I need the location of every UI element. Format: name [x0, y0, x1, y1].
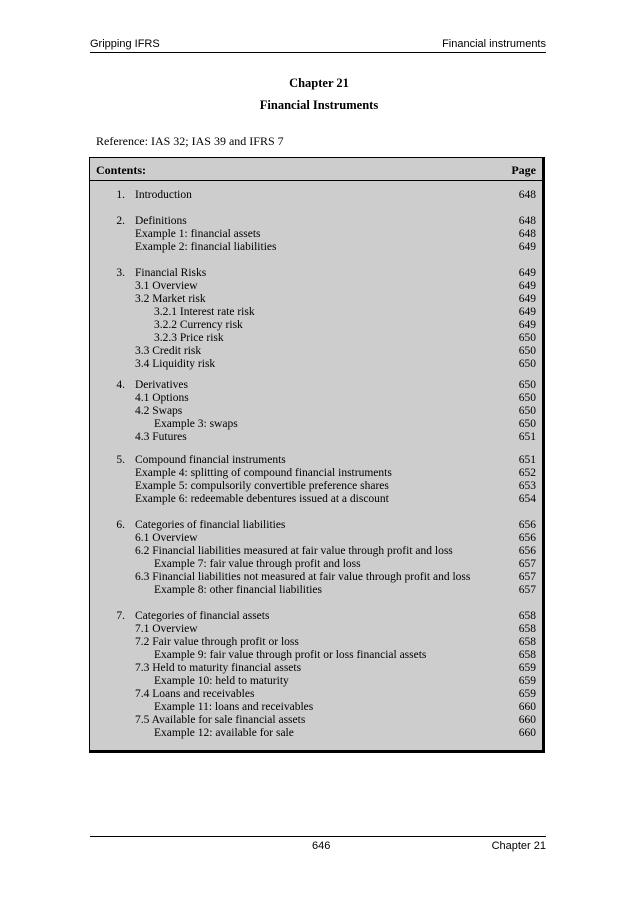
toc-entry-title: Categories of financial liabilities [135, 519, 286, 531]
toc-entry-page: 649 [518, 280, 536, 292]
toc-entry [90, 584, 542, 597]
toc-entry-title: Definitions [135, 215, 187, 227]
toc-entry [90, 405, 542, 418]
toc-entry-page: 660 [518, 714, 536, 726]
page-footer [90, 836, 546, 852]
toc-entry-title: Example 6: redeemable debentures issued at a discount [135, 493, 389, 505]
toc-entry-title: Financial Risks [135, 267, 207, 279]
toc-entry-title: Example 4: splitting of compound financial instruments [135, 467, 392, 479]
toc-entry [90, 454, 542, 467]
toc-entry-title: 4.3 Futures [135, 431, 187, 443]
toc-entry-page: 656 [518, 532, 536, 544]
toc-entry-title: 3.2 Market risk [135, 293, 206, 305]
toc-entry-title: 3.2.2 Currency risk [154, 319, 243, 331]
toc-entry-page: 658 [518, 649, 536, 661]
toc-entry [90, 392, 542, 405]
toc-entry-title: 6.1 Overview [135, 532, 198, 544]
toc-entry-page: 656 [518, 545, 536, 557]
toc-entry-title: 4.1 Options [135, 392, 189, 404]
toc-entry-title: Example 9: fair value through profit or loss financial assets [154, 649, 427, 661]
toc-entry-page: 653 [518, 480, 536, 492]
toc-entry-title: Example 8: other financial liabilities [154, 584, 322, 596]
toc-entry-page: 659 [518, 688, 536, 700]
toc-entry [90, 306, 542, 319]
toc-entry [90, 280, 542, 293]
toc-entry-page: 649 [518, 293, 536, 305]
toc-entry-page: 650 [518, 418, 536, 430]
toc-entry-page: 649 [518, 306, 536, 318]
toc-entry-number: 3. [116, 267, 125, 279]
toc-entry-title: Example 1: financial assets [135, 228, 261, 240]
toc-entry-number: 4. [116, 379, 125, 391]
chapter-title: Chapter 21 [289, 76, 349, 90]
toc-entry-title: 7.5 Available for sale financial assets [135, 714, 306, 726]
toc-entry-page: 650 [518, 392, 536, 404]
toc-entry-page: 649 [518, 319, 536, 331]
toc-entry-number: 5. [116, 454, 125, 466]
toc-entry [90, 332, 542, 345]
toc-entry [90, 228, 542, 241]
toc-entry-page: 660 [518, 727, 536, 739]
toc-entry [90, 241, 542, 254]
toc-entry [90, 319, 542, 332]
toc-entry [90, 727, 542, 740]
toc-entry-title: Example 2: financial liabilities [135, 241, 277, 253]
toc-entry [90, 532, 542, 545]
toc-entry [90, 714, 542, 727]
toc-entry-title: Example 7: fair value through profit and loss [154, 558, 361, 570]
toc-entry-page: 657 [518, 571, 536, 583]
toc-entry [90, 267, 542, 280]
page-header [90, 38, 546, 53]
toc-entry-title: 3.2.3 Price risk [154, 332, 224, 344]
toc-entry-page: 649 [518, 267, 536, 279]
toc-entry-title: Example 5: compulsorily convertible preference shares [135, 480, 389, 492]
toc-entry-title: 7.3 Held to maturity financial assets [135, 662, 302, 674]
toc-entry-title: Example 10: held to maturity [154, 675, 289, 687]
toc-entry-page: 660 [518, 701, 536, 713]
toc-entry-page: 649 [518, 241, 536, 253]
toc-entry-page: 648 [518, 215, 536, 227]
toc-entry-title: Example 11: loans and receivables [154, 701, 314, 713]
toc-entry-page: 650 [518, 358, 536, 370]
header-chapter-topic: Financial instruments [442, 38, 546, 50]
toc-entry [90, 623, 542, 636]
toc-entry-page: 650 [518, 345, 536, 357]
footer-page-number: 646 [312, 840, 331, 852]
toc-entry-number: 2. [116, 215, 125, 227]
toc-entry-page: 648 [518, 228, 536, 240]
chapter-subtitle: Financial Instruments [259, 98, 379, 112]
toc-entry-title: Compound financial instruments [135, 454, 286, 466]
toc-entry-title: 7.1 Overview [135, 623, 198, 635]
toc-entry [90, 379, 542, 392]
toc-entry-number: 7. [116, 610, 125, 622]
toc-entry [90, 610, 542, 623]
toc-entry-page: 650 [518, 379, 536, 391]
toc-entry-title: 4.2 Swaps [135, 405, 183, 417]
toc-header [90, 158, 542, 181]
toc-entry-title: Example 12: available for sale [154, 727, 294, 739]
toc-entry [90, 467, 542, 480]
toc-entry-page: 659 [518, 675, 536, 687]
toc-entry-page: 658 [518, 636, 536, 648]
toc-entry-title: 3.3 Credit risk [135, 345, 202, 357]
toc-entry [90, 688, 542, 701]
toc-entry-page: 657 [518, 558, 536, 570]
page-column-label: Page [511, 163, 536, 177]
toc-entry [90, 431, 542, 444]
toc-entry [90, 545, 542, 558]
toc-entry-title: 3.4 Liquidity risk [135, 358, 216, 370]
toc-entry [90, 558, 542, 571]
toc-entry-title: 6.2 Financial liabilities measured at fair value through profit and loss [135, 545, 453, 557]
reference-line: Reference: IAS 32; IAS 39 and IFRS 7 [96, 134, 284, 148]
toc-entry-title: 7.2 Fair value through profit or loss [135, 636, 299, 648]
toc-entry-number: 1. [116, 189, 125, 201]
toc-entry [90, 675, 542, 688]
contents-label: Contents: [96, 163, 146, 177]
toc-entry [90, 662, 542, 675]
toc-entry-page: 652 [518, 467, 536, 479]
toc-entry-title: 3.1 Overview [135, 280, 198, 292]
toc-entry-title: Categories of financial assets [135, 610, 270, 622]
toc-entry [90, 493, 542, 506]
toc-entry-page: 657 [518, 584, 536, 596]
toc-entry-page: 648 [518, 189, 536, 201]
toc-entry-number: 6. [116, 519, 125, 531]
footer-chapter: Chapter 21 [491, 840, 546, 852]
toc-entry-page: 659 [518, 662, 536, 674]
toc-entry-title: 7.4 Loans and receivables [135, 688, 255, 700]
toc-entry-title: 3.2.1 Interest rate risk [154, 306, 255, 318]
toc-entry [90, 571, 542, 584]
toc-entry [90, 215, 542, 228]
toc-entry-title: Introduction [135, 189, 192, 201]
toc-entry-page: 656 [518, 519, 536, 531]
toc-entry-page: 658 [518, 610, 536, 622]
toc-entry-title: Example 3: swaps [154, 418, 238, 430]
toc-entry-page: 650 [518, 405, 536, 417]
toc-entry [90, 480, 542, 493]
toc-entry [90, 358, 542, 371]
toc-entry [90, 636, 542, 649]
toc-entry [90, 189, 542, 202]
table-of-contents [89, 157, 545, 753]
toc-entry-page: 658 [518, 623, 536, 635]
toc-entry-page: 651 [518, 431, 536, 443]
toc-entry [90, 345, 542, 358]
toc-entry [90, 418, 542, 431]
toc-entry [90, 293, 542, 306]
toc-entry [90, 519, 542, 532]
header-book-title: Gripping IFRS [90, 38, 160, 50]
toc-entry-page: 650 [518, 332, 536, 344]
toc-entry [90, 701, 542, 714]
toc-entry-title: Derivatives [135, 379, 189, 391]
toc-entry [90, 649, 542, 662]
toc-entry-title: 6.3 Financial liabilities not measured at fair value through profit and loss [135, 571, 471, 583]
toc-entry-page: 651 [518, 454, 536, 466]
toc-entry-page: 654 [518, 493, 536, 505]
